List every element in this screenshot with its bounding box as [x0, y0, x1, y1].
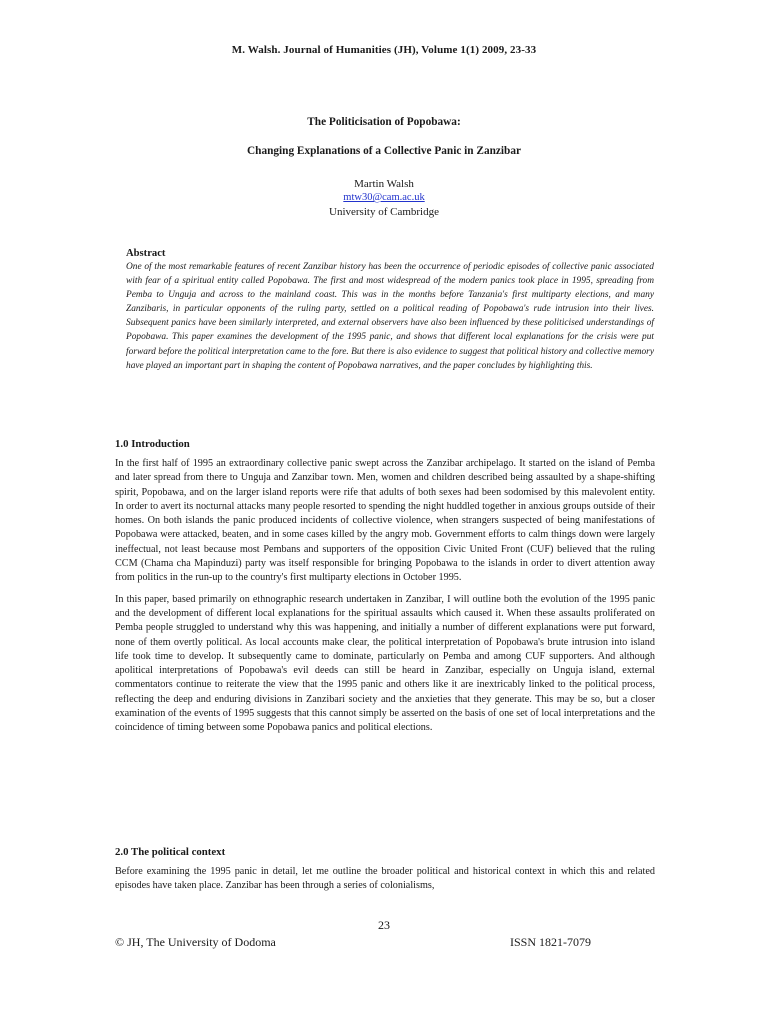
section-political-context [115, 846, 655, 894]
page-number: 23 [378, 918, 390, 932]
paragraph: In this paper, based primarily on ethnographic research undertaken in Zanzibar, I will outline both the evolution of the 1995 panic and the development of different local explanations for the spiritual assaults which caused it. When these assaults proliferated on Pemba people struggled to understand why this was happening, and initially a number of different explanations were put forward, none of them overtly political. As local accounts make clear, the political interpretation of Popobawa's brute intrusion into island life took time to develop. It subsequently came to dominate, particularly on Pemba and among CUF supporters. And although apolitical interpretations of Popobawa's evil deeds can still be heard in Zanzibar, especially on Unguja island, external commentators continue to reiterate the view that the 1995 panic and others like it are inextricably linked to the political process, reflecting the deep and enduring divisions in Zanzibari society and the anxieties that they generate. This may be so, but a closer examination of the events of 1995 suggests that this cannot simply be asserted on the basis of one set of local interpretations and the coincidence of timing between some Popobawa panics and political elections. [115, 593, 655, 734]
section-heading: 2.0 The political context [115, 846, 226, 858]
article-title: The Politicisation of Popobawa: [307, 116, 461, 128]
section-heading: 1.0 Introduction [115, 438, 190, 450]
footer-issn: ISSN 1821-7079 [510, 935, 592, 949]
abstract-text: One of the most remarkable features of recent Zanzibar history has been the occurrence of periodic episodes of collective panic associated with fear of a spiritual entity called Popobawa. The first and most widespread of the modern panics took place in 1995, spreading from Pemba to Unguja and across to the mainland coast. This was in the months before Tanzania's first multiparty elections, and many Zanzibaris, in particular opponents of the ruling party, settled on a political reading of Popobawa's rude intrusion into their lives. Subsequent panics have been similarly interpreted, and external observers have also been influenced by these politicised understandings of Popobawa. This paper examines the development of the 1995 panic, and shows that different local explanations for the crisis were put forward before the political interpretation came to the fore. But there is also evidence to suggest that political history and collective memory have played an important part in shaping the content of Popobawa narratives, and the paper concludes by highlighting this. [126, 262, 654, 371]
author-name: Martin Walsh [354, 178, 414, 190]
paragraph: Before examining the 1995 panic in detail, let me outline the broader political and historical context in which this and related episodes have taken place. Zanzibar has been through a series of colonialisms, [115, 866, 655, 892]
article-subtitle: Changing Explanations of a Collective Panic in Zanzibar [247, 145, 521, 157]
abstract-block [126, 248, 654, 373]
journal-running-header: M. Walsh. Journal of Humanities (JH), Volume 1(1) 2009, 23-33 [231, 44, 537, 56]
paragraph: In the first half of 1995 an extraordinary collective panic swept across the Zanzibar archipelago. It started on the island of Pemba and later spread from there to Unguja and Zanzibar town. Men, women and children described being assaulted by a shape-shifting spirit, Popobawa, and on the larger island reports were rife that adults of both sexes had been sodomised by this malevolent entity. In order to avert its nocturnal attacks many people resorted to spending the night huddled together in anxious groups outside of their homes. On both islands the panic produced incidents of collective violence, when strangers suspected of being manifestations of Popobawa were attacked, beaten, and in some cases killed by the angry mob. Government efforts to calm things down were largely ineffectual, not least because most Pembans and supporters of the opposition Civic United Front (CUF) believed that the ruling CCM (Chama cha Mapinduzi) party was itself responsible for bringing Popobawa to the islands in order to divert attention away from politics in the run-up to the country's first multiparty elections in October 1995. [115, 458, 655, 584]
footer-copyright: © JH, The University of Dodoma [115, 935, 276, 949]
abstract-heading: Abstract [126, 248, 166, 259]
section-introduction [115, 438, 655, 736]
author-email-link[interactable]: mtw30@cam.ac.uk [343, 192, 425, 203]
author-affiliation: University of Cambridge [329, 206, 439, 218]
